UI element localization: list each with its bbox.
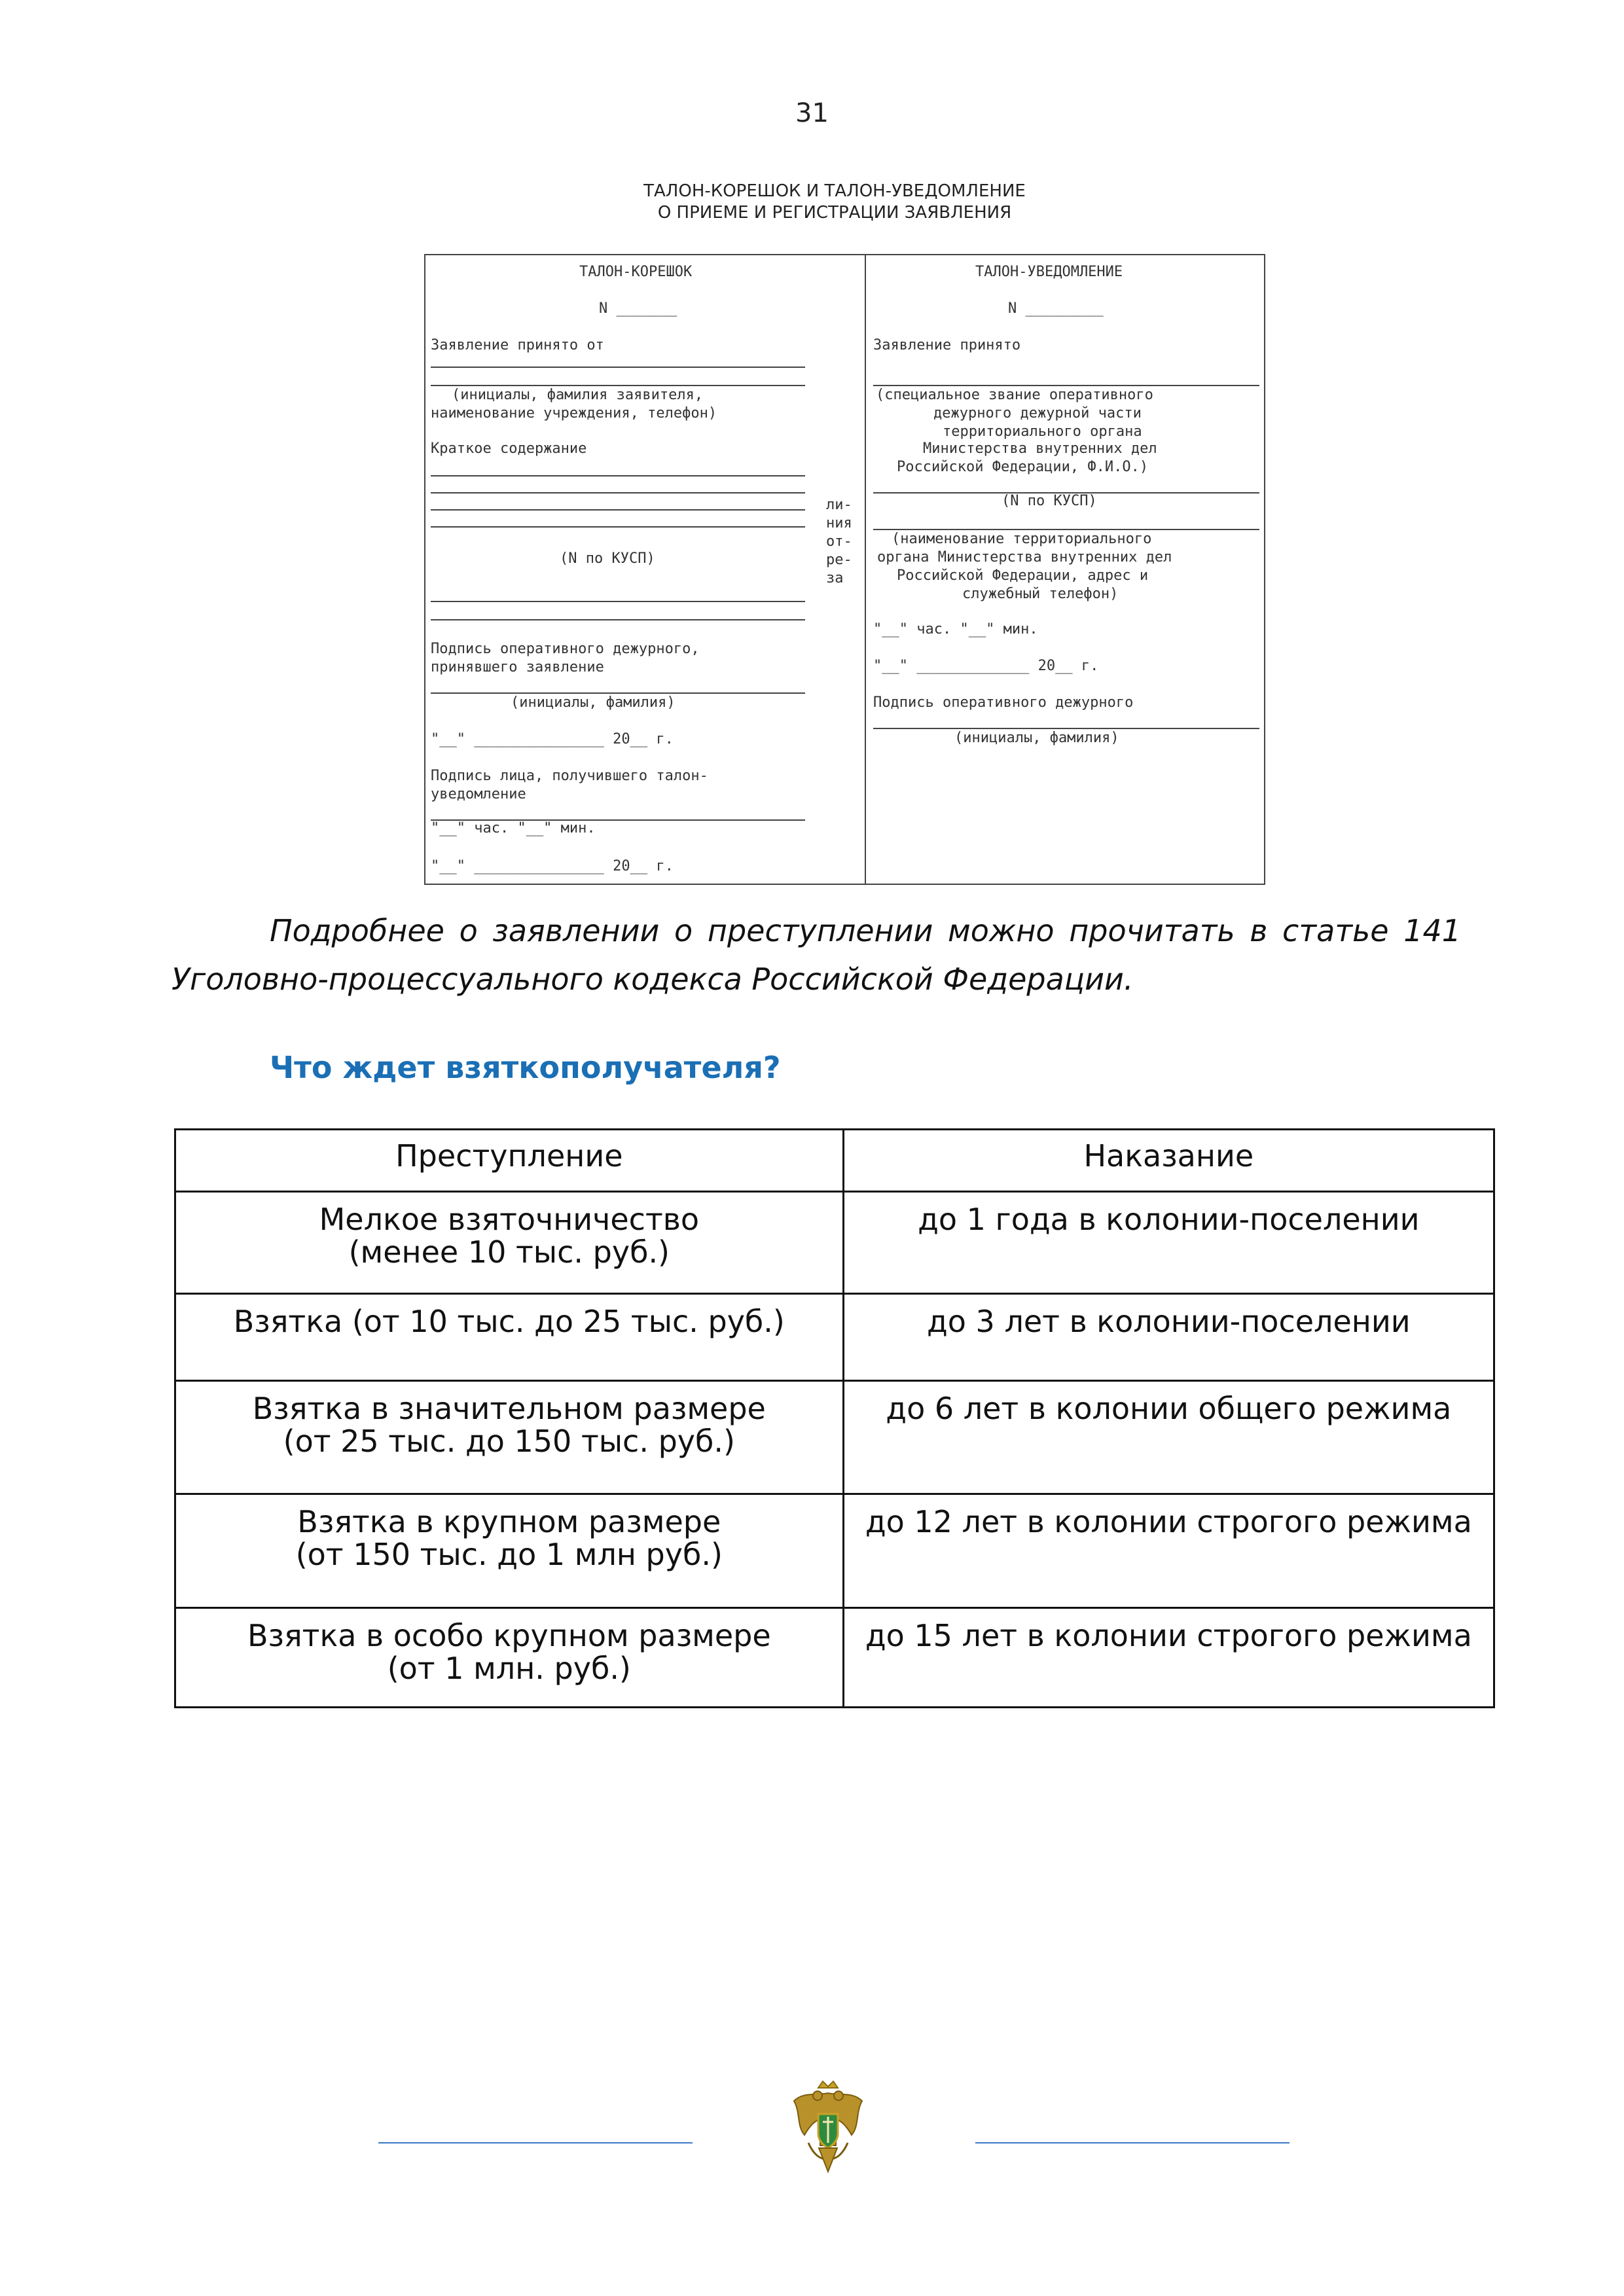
left-line <box>431 601 805 602</box>
left-officer-sign-2: принявшего заявление <box>431 659 604 675</box>
left-line <box>431 492 805 493</box>
penalty-cell: до 6 лет в колонии общего режима <box>843 1381 1494 1494</box>
left-initials: (инициалы, фамилия) <box>511 694 676 711</box>
talon-form <box>424 254 1265 885</box>
left-line <box>431 475 805 476</box>
right-rank-3: территориального органа <box>943 423 1142 440</box>
right-rank-1: (специальное звание оперативного <box>876 387 1153 403</box>
table-row <box>175 1381 1494 1494</box>
crime-cell: Взятка в значительном размере (от 25 тыс. до 150 тыс. руб.) <box>175 1381 844 1494</box>
table-header-penalty: Наказание <box>843 1130 1494 1192</box>
left-line <box>431 619 805 620</box>
right-org-1: (наименование территориального <box>892 531 1152 547</box>
left-applicant-hint-1: (инициалы, фамилия заявителя, <box>452 387 704 403</box>
cut-line-label: ли- ния от- ре- за <box>826 497 852 586</box>
page-number: 31 <box>795 98 829 128</box>
table-row <box>175 1192 1494 1294</box>
left-receiver-sign-2: уведомление <box>431 786 526 802</box>
table-row <box>175 1494 1494 1608</box>
right-org-3: Российской Федерации, адрес и <box>897 567 1149 584</box>
crime-cell: Взятка (от 10 тыс. до 25 тыс. руб.) <box>175 1294 844 1381</box>
form-divider <box>865 255 866 884</box>
punishment-table <box>174 1128 1495 1708</box>
right-initials: (инициалы, фамилия) <box>954 730 1119 746</box>
footer-line-left <box>378 2142 693 2144</box>
info-paragraph: Подробнее о заявлении о преступлении можно прочитать в статье 141 Уголовно-процессуального кодекса Российской Федерации. <box>171 913 1461 997</box>
right-heading: ТАЛОН-УВЕДОМЛЕНИЕ <box>975 264 1123 280</box>
left-applicant-hint-2: наименование учреждения, телефон) <box>431 405 717 422</box>
left-officer-sign-1: Подпись оперативного дежурного, <box>431 641 700 657</box>
left-summary: Краткое содержание <box>431 440 587 457</box>
left-line <box>431 526 805 528</box>
table-row <box>175 1608 1494 1708</box>
left-number: N _______ <box>599 300 677 317</box>
footer-line-right <box>975 2142 1290 2144</box>
form-title <box>0 181 1624 224</box>
form-title-line-1: ТАЛОН-КОРЕШОК И ТАЛОН-УВЕДОМЛЕНИЕ <box>643 181 1026 201</box>
left-line <box>431 367 805 368</box>
right-org-4: служебный телефон) <box>962 586 1119 602</box>
left-accepted-from: Заявление принято от <box>431 337 604 353</box>
right-rank-2: дежурного дежурной части <box>933 405 1142 422</box>
crime-cell: Взятка в особо крупном размере (от 1 млн. руб.) <box>175 1608 844 1708</box>
penalty-cell: до 15 лет в колонии строгого режима <box>843 1608 1494 1708</box>
right-rank-4: Министерства внутренних дел <box>923 440 1157 457</box>
crime-cell: Мелкое взяточничество (менее 10 тыс. руб.) <box>175 1192 844 1294</box>
right-officer-sign: Подпись оперативного дежурного <box>873 694 1134 711</box>
penalty-cell: до 12 лет в колонии строгого режима <box>843 1494 1494 1608</box>
form-title-line-2: О ПРИЕМЕ И РЕГИСТРАЦИИ ЗАЯВЛЕНИЯ <box>657 203 1012 223</box>
penalty-cell: до 1 года в колонии-поселении <box>843 1192 1494 1294</box>
left-line <box>431 509 805 511</box>
table-header-row <box>175 1130 1494 1192</box>
left-receiver-sign-1: Подпись лица, получившего талон- <box>431 768 708 784</box>
left-heading: ТАЛОН-КОРЕШОК <box>579 264 693 280</box>
right-rank-5: Российской Федерации, Ф.И.О.) <box>897 459 1149 475</box>
table-header-crime: Преступление <box>175 1130 844 1192</box>
right-accepted: Заявление принято <box>873 337 1021 353</box>
left-date: "__" _______________ 20__ г. <box>431 731 674 747</box>
section-heading: Что ждет взяткополучателя? <box>270 1050 781 1085</box>
prosecutor-emblem-icon <box>789 2080 867 2185</box>
penalty-cell: до 3 лет в колонии-поселении <box>843 1294 1494 1381</box>
table-row <box>175 1294 1494 1381</box>
right-number: N _________ <box>1008 300 1104 317</box>
left-date-2: "__" _______________ 20__ г. <box>431 858 674 874</box>
right-time: "__" час. "__" мин. <box>873 621 1038 637</box>
right-date: "__" _____________ 20__ г. <box>873 658 1099 674</box>
right-org-2: органа Министерства внутренних дел <box>877 549 1172 565</box>
left-kusp: (N по КУСП) <box>560 550 655 567</box>
right-kusp: (N по КУСП) <box>1001 493 1097 509</box>
crime-cell: Взятка в крупном размере (от 150 тыс. до 1 млн руб.) <box>175 1494 844 1608</box>
left-time: "__" час. "__" мин. <box>431 820 596 836</box>
